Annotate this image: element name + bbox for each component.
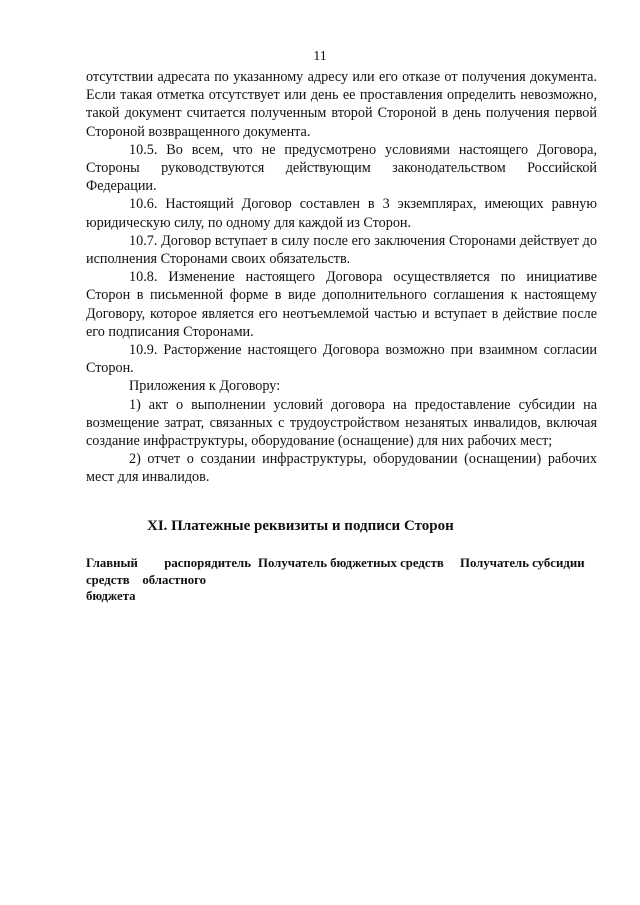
- budget-manager-label-part: распорядитель: [164, 556, 251, 570]
- appendices-heading: Приложения к Договору:: [129, 378, 281, 395]
- budget-manager-label-part: Главный: [86, 556, 138, 570]
- signature-column-subsidy-recipient: Получатель субсидии: [460, 556, 585, 570]
- budget-manager-label-part: бюджета: [86, 589, 136, 603]
- section-heading: XI. Платежные реквизиты и подписи Сторон: [147, 518, 454, 534]
- document-body: [86, 68, 597, 487]
- page-number: 11: [313, 49, 327, 64]
- signature-column-budget-recipient: Получатель бюджетных средств: [258, 556, 444, 570]
- appendix-item-2: 2) отчет о создании инфраструктуры, оборудовании (оснащении) рабочих мест для инвалидов.: [86, 451, 597, 486]
- paragraph-address-absence: отсутствии адресата по указанному адресу или его отказе от получения документа. Если такая отметка отсутствует или день ее проставления определить невозможно, такой документ считается полученным второй Стороной в день получения первой Стороной возвращенного документа.: [86, 69, 597, 140]
- paragraph-10-5: 10.5. Во всем, что не предусмотрено условиями настоящего Договора, Стороны руководствуются действующим законодательством Российской Федерации.: [86, 141, 597, 195]
- paragraph-10-8: 10.8. Изменение настоящего Договора осуществляется по инициативе Сторон в письменной форме в виде дополнительного соглашения к настоящему Договору, которое является его неотъемлемой частью и вступает в действие после его подписания Сторонами.: [86, 269, 597, 340]
- paragraph-10-7: 10.7. Договор вступает в силу после его заключения Сторонами действует до исполнения Сторонами своих обязательств.: [86, 232, 597, 268]
- paragraph-10-6: 10.6. Настоящий Договор составлен в 3 экземплярах, имеющих равную юридическую силу, по одному для каждой из Сторон.: [86, 196, 597, 231]
- paragraph-10-9: 10.9. Расторжение настоящего Договора возможно при взаимном согласии Сторон.: [86, 342, 597, 377]
- budget-manager-label-part: областного: [142, 572, 206, 587]
- budget-manager-label-part: средств: [86, 572, 130, 587]
- appendix-item-1: 1) акт о выполнении условий договора на предоставление субсидии на возмещение затрат, связанных с трудоустройством незанятых инвалидов, включая создание инфраструктуры, оборудование (оснащение) для них рабочих мест;: [86, 396, 597, 450]
- signature-column-budget-manager: [86, 555, 251, 605]
